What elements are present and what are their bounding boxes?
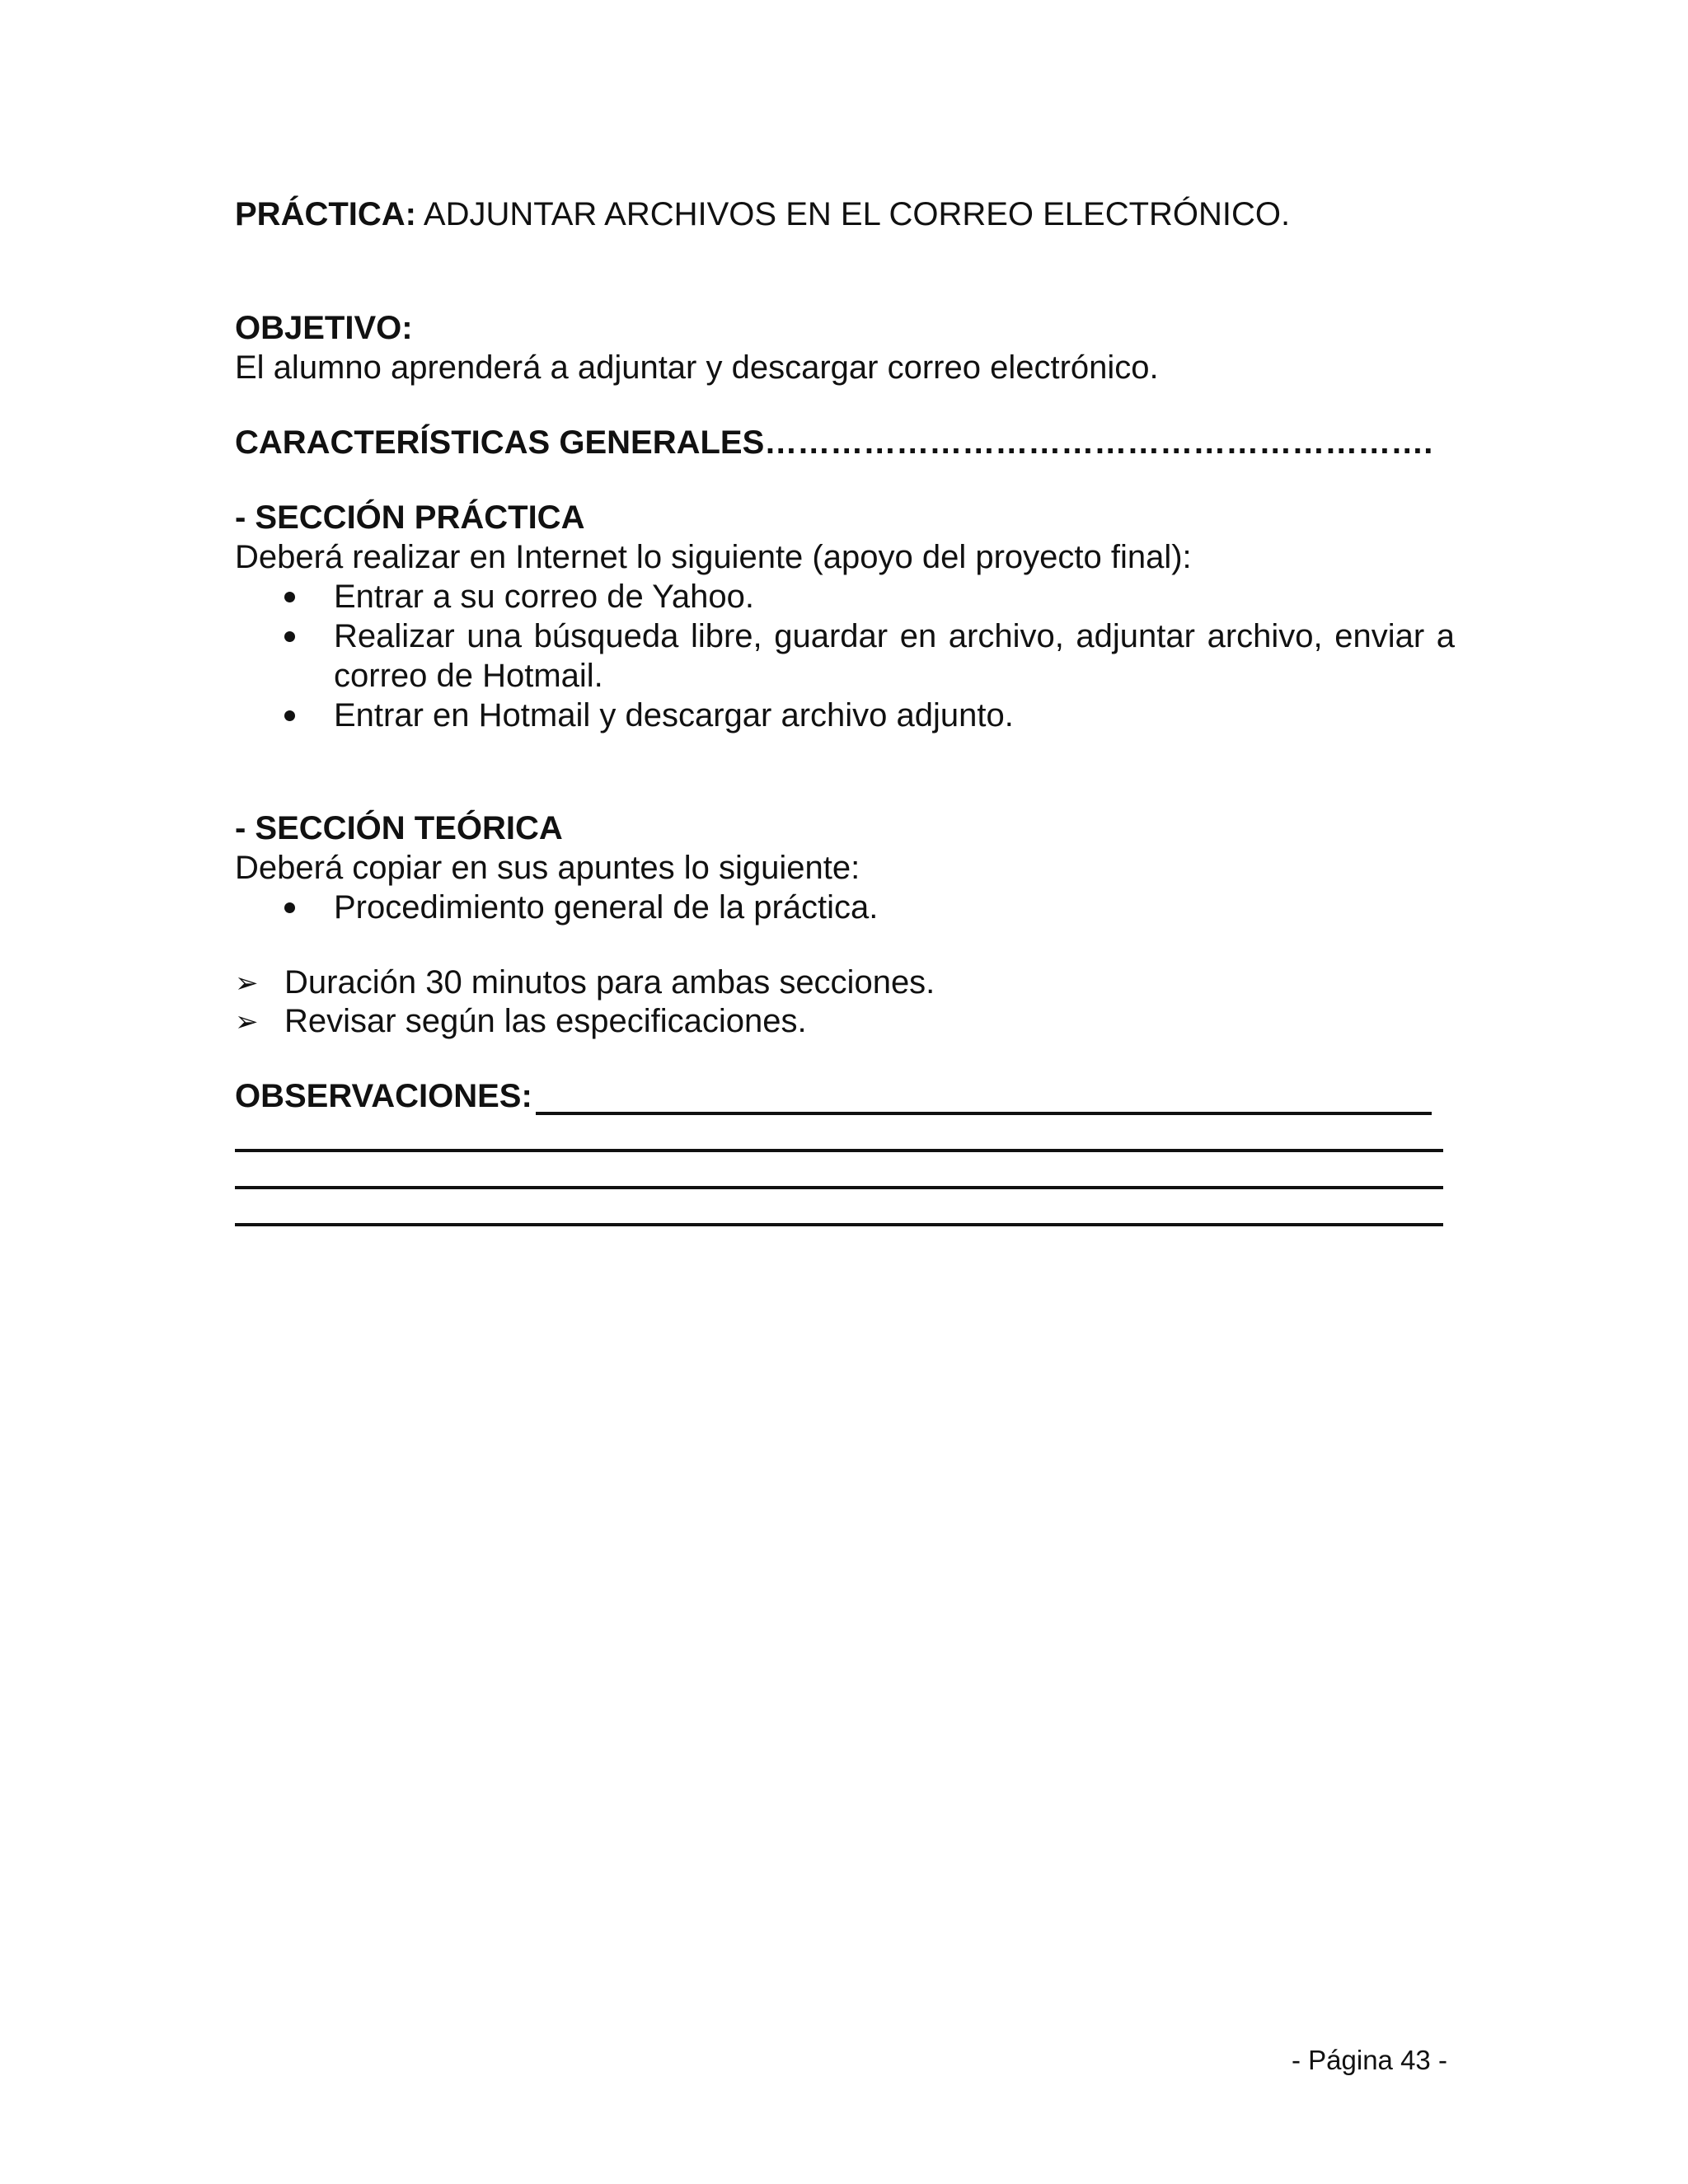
characteristics-heading: CARACTERÍSTICAS GENERALES……………………………………………………. [235,424,1433,461]
page-number: - Página 43 - [1292,2045,1447,2075]
bullet-icon [284,631,295,642]
objective-heading: OBJETIVO: [235,310,413,346]
observations-rule [235,1149,1443,1152]
practice-label: PRÁCTICA: [235,196,416,232]
theory-item: Procedimiento general de la práctica. [334,889,879,926]
practical-item: Realizar una búsqueda libre, guardar en archivo, adjuntar archivo, enviar a [334,618,1455,654]
bullet-icon [284,902,295,913]
practical-section-heading: - SECCIÓN PRÁCTICA [235,499,585,536]
observations-rule [235,1223,1443,1226]
bullet-icon [284,592,295,602]
practice-line [235,194,1290,234]
theory-section-intro: Deberá copiar en sus apuntes lo siguiente: [235,850,860,886]
theory-section-heading: - SECCIÓN TEÓRICA [235,810,563,846]
observations-label: OBSERVACIONES: [235,1078,532,1114]
practical-item: Entrar a su correo de Yahoo. [334,579,754,615]
observations-rule [536,1112,1432,1115]
practical-item: Entrar en Hotmail y descargar archivo adjunto. [334,697,1014,733]
note-item: Duración 30 minutos para ambas secciones. [284,964,935,1001]
arrow-bullet-icon: ➢ [235,968,259,999]
practical-section-intro: Deberá realizar en Internet lo siguiente (apoyo del proyecto final): [235,539,1192,575]
arrow-bullet-icon: ➢ [235,1006,259,1038]
objective-text: El alumno aprenderá a adjuntar y descargar correo electrónico. [235,349,1159,386]
note-item: Revisar según las especificaciones. [284,1003,807,1039]
practice-title: ADJUNTAR ARCHIVOS EN EL CORREO ELECTRÓNICO. [423,196,1291,232]
practical-item-continuation: correo de Hotmail. [334,658,603,694]
observations-rule [235,1186,1443,1189]
bullet-icon [284,710,295,721]
